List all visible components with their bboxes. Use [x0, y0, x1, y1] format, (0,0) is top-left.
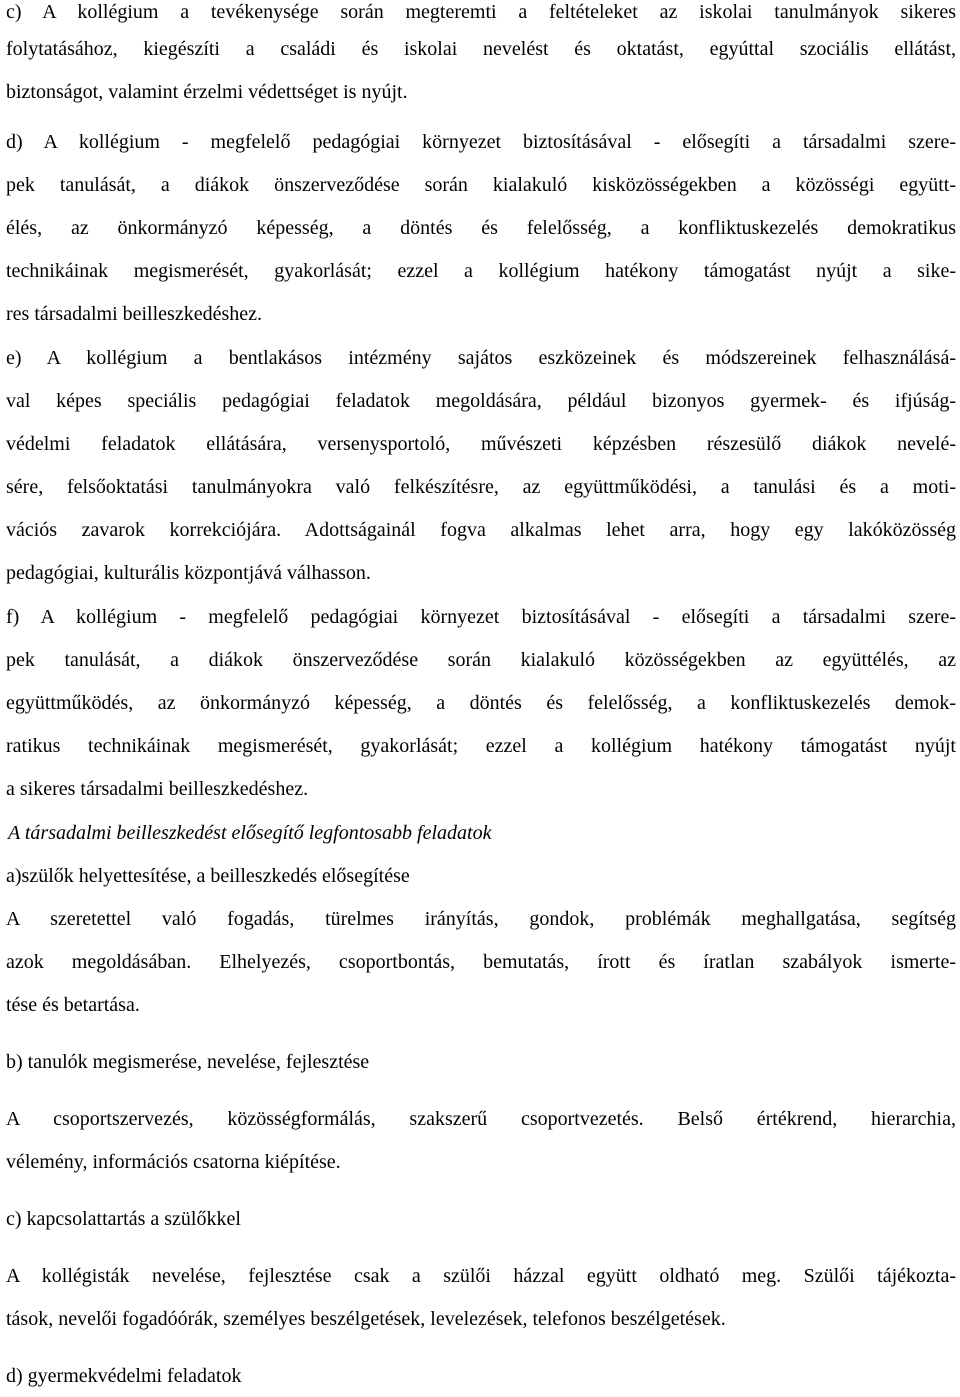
task-title: d) gyermekvédelmi feladatok — [6, 1365, 242, 1387]
text-line: ratikus technikáinak megismerését, gyakorlását; ezzel a kollégium hatékony támogatást nyújt — [6, 735, 956, 757]
task-title: c) kapcsolattartás a szülőkkel — [6, 1208, 241, 1230]
text-line: sére, felsőoktatási tanulmányokra való felkészítésre, az együttműködési, a tanulási és a moti- — [6, 476, 956, 498]
text-line: d) A kollégium - megfelelő pedagógiai környezet biztosításával - elősegíti a társadalmi szere- — [6, 131, 956, 153]
text-line: tások, nevelői fogadóórák, személyes beszélgetések, levelezések, telefonos beszélgetések. — [6, 1308, 726, 1330]
text-line: e) A kollégium a bentlakásos intézmény sajátos eszközeinek és módszereinek felhasználásá- — [6, 347, 956, 369]
text-line: tése és betartása. — [6, 994, 140, 1016]
task-title: a)szülők helyettesítése, a beilleszkedés elősegítése — [6, 865, 410, 887]
text-line: azok megoldásában. Elhelyezés, csoportbontás, bemutatás, írott és íratlan szabályok ismerte- — [6, 951, 956, 973]
text-line: pek tanulását, a diákok önszerveződése során kialakuló kisközösségekben a közösségi együtt- — [6, 174, 956, 196]
text-line: vélemény, információs csatorna kiépítése. — [6, 1151, 341, 1173]
text-line: res társadalmi beilleszkedéshez. — [6, 303, 262, 325]
text-line: A csoportszervezés, közösségformálás, szakszerű csoportvezetés. Belső értékrend, hierarchia, — [6, 1108, 956, 1130]
section-heading: A társadalmi beilleszkedést elősegítő legfontosabb feladatok — [8, 822, 492, 844]
text-line: pek tanulását, a diákok önszerveződése során kialakuló közösségekben az együttélés, az — [6, 649, 956, 671]
text-line: A szeretettel való fogadás, türelmes irányítás, gondok, problémák meghallgatása, segítség — [6, 908, 956, 930]
text-line: biztonságot, valamint érzelmi védettséget is nyújt. — [6, 81, 408, 103]
text-line: együttműködés, az önkormányzó képesség, a döntés és felelősség, a konfliktuskezelés demok- — [6, 692, 956, 714]
text-line: val képes speciális pedagógiai feladatok megoldására, például bizonyos gyermek- és ifjúság- — [6, 390, 956, 412]
text-line: technikáinak megismerését, gyakorlását; ezzel a kollégium hatékony támogatást nyújt a sike- — [6, 260, 956, 282]
text-line: védelmi feladatok ellátására, versenysportoló, művészeti képzésben részesülő diákok nevelé- — [6, 433, 956, 455]
text-line: élés, az önkormányzó képesség, a döntés és felelősség, a konfliktuskezelés demokratikus — [6, 217, 956, 239]
text-line: vációs zavarok korrekciójára. Adottságainál fogva alkalmas lehet arra, hogy egy lakóközösség — [6, 519, 956, 541]
text-line: pedagógiai, kulturális központjává válhasson. — [6, 562, 371, 584]
text-line: A kollégisták nevelése, fejlesztése csak a szülői házzal együtt oldható meg. Szülői tájékozta- — [6, 1265, 956, 1287]
task-title: b) tanulók megismerése, nevelése, fejlesztése — [6, 1051, 370, 1073]
text-line: folytatásához, kiegészíti a családi és iskolai nevelést és oktatást, egyúttal szociális ellátást, — [6, 38, 956, 60]
text-line: c) A kollégium a tevékenysége során megteremti a feltételeket az iskolai tanulmányok sikeres — [6, 1, 956, 23]
text-line: a sikeres társadalmi beilleszkedéshez. — [6, 778, 309, 800]
text-line: f) A kollégium - megfelelő pedagógiai környezet biztosításával - elősegíti a társadalmi szere- — [6, 606, 956, 628]
